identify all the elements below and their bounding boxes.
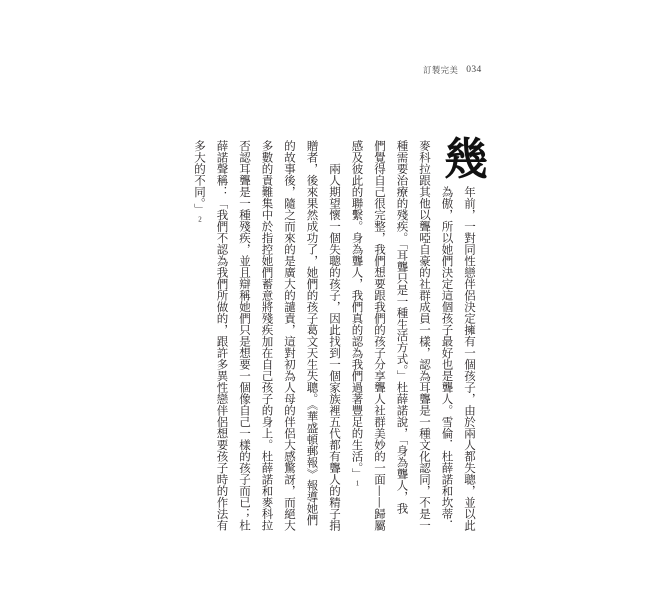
text-column — [282, 140, 298, 550]
text-line: 兩人期望懷一個失聰的孩子，因此找到一個家族裡五代都有聾人的精子捐 — [328, 163, 342, 531]
text-line: 多數的責難集中於指控她們蓄意將殘疾加在自己孩子的身上。杜薛諾和麥科拉 — [260, 140, 275, 531]
text-line: 的故事後，隨之而來的是廣大的譴責，這對初為人母的伴侶大感驚訝，而絕大 — [283, 140, 297, 531]
text-line: 麥科拉跟其他以聾啞自豪的社群成員一樣，認為耳聾是一種文化認同，不是一 — [418, 140, 432, 531]
text-column — [327, 163, 343, 573]
text-line: 薛諾聲稱：「我們不認為我們所做的，跟許多異性戀伴侶想要孩子時的作法有 — [215, 140, 230, 531]
text-line: 多大的不同。」 — [193, 140, 207, 215]
text-line: 贈者，後來果然成功了，她們的孩子葛文天生失聰。《華盛頓郵報》報導她們 — [305, 140, 320, 526]
text-column — [462, 186, 478, 596]
running-head — [423, 63, 482, 77]
page-number: 034 — [466, 65, 482, 75]
text-column — [305, 140, 321, 550]
text-column — [395, 140, 411, 550]
book-title: 訂製完美 — [423, 66, 459, 76]
text-column — [440, 186, 456, 596]
text-line: 否認耳聾是一種殘疾，並且辯稱她們只是想要一個像自己一樣的孩子而已；杜 — [238, 140, 252, 531]
text-column — [260, 140, 276, 550]
text-column — [215, 140, 231, 550]
text-column — [417, 140, 433, 550]
text-line: 種需要治療的殘疾。「耳聾只是一種生活方式。」杜薛諾說，「身為聾人，我 — [395, 140, 410, 514]
drop-cap: 幾 — [444, 134, 488, 185]
footnote-marker: 1 — [355, 480, 360, 488]
text-column — [350, 140, 366, 550]
text-line: 為傲，所以她們決定這個孩子最好也是聾人。雪倫．杜薛諾和坎蒂． — [440, 186, 455, 531]
footnote-marker: 2 — [198, 215, 202, 223]
text-line: 們覺得自己很完整，我們想要跟我們的孩子分享聾人社群美妙的一面——歸屬 — [373, 140, 387, 531]
text-column — [237, 140, 253, 550]
text-column — [372, 140, 388, 550]
text-line: 感及彼此的聯繫。身為聾人，我們真的認為我們過著豐足的生活。」 — [350, 140, 365, 480]
text-column — [192, 140, 208, 550]
text-line: 年前，一對同性戀伴侶決定擁有一個孩子，由於兩人都失聰，並以此 — [463, 186, 477, 531]
